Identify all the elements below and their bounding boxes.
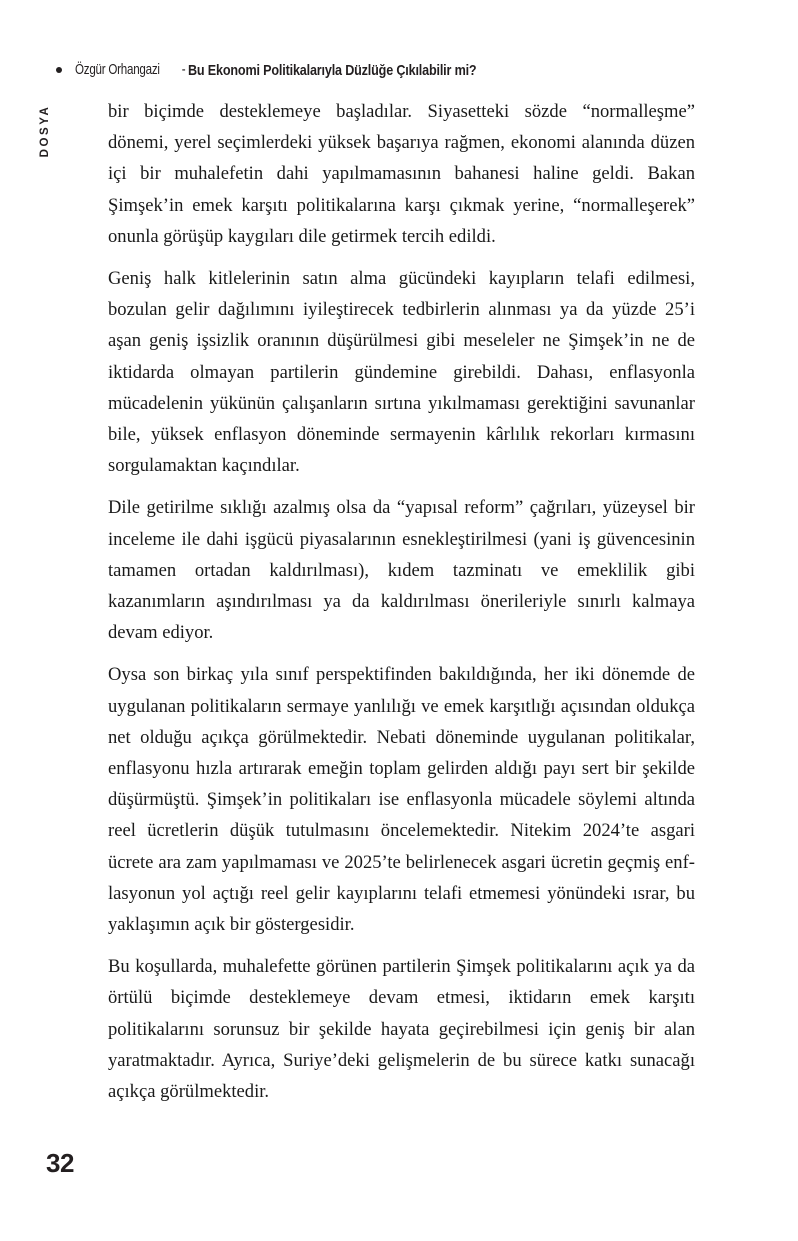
bullet-dot-icon (56, 67, 62, 73)
body-paragraph: bir biçimde desteklemeye başladılar. Siyasetteki sözde “normalleşme” dönemi, yerel seçimlerdeki yüksek başarıya rağmen, ekonomi alanında düzen içi bir muhalefetin dahi yapılmamasının bahanesi haline geldi. Bakan Şimşek’in emek karşıtı politikalarına karşı çıkmak yerine, “normalleşerek” onunla görüşüp kaygıları dile getirmek tercih edildi. (108, 101, 695, 247)
body-paragraph: Oysa son birkaç yıla sınıf perspektifinden bakıldığında, her iki dönemde de uygulanan politikaların sermaye yanlılığı ve emek karşıtlığı açısından oldukça net olduğu açıkça görülmektedir. Nebati döneminde uygulanan politikalar, enflasyonu hızla artırarak emeğin toplam gelirden aldığı payı sert bir şekilde düşürmüştü. Şimşek’in politikaları ise enflasyonla mücadele söylemi altında reel ücretlerin düşük tutulmasını öncelemektedir. Nitekim 2024’te asgari ücrete ara zam yapılmaması ve 2025’te belirlenecek asgari ücretin geçmiş enflasyonun yol açtığı reel gelir kayıplarını telafi etmemesi yönündeki ısrar, bu yaklaşımın açık bir göstergesidir. (108, 664, 695, 936)
body-paragraph: Dile getirilme sıklığı azalmış olsa da “yapısal reform” çağrıları, yüzeysel bir inceleme ile dahi işgücü piyasalarının esnekleştirilmesi (yani iş güvencesinin tamamen ortadan kaldırılması), kıdem tazminatı ve emeklilik gibi kazanımların aşındırılması ya da kaldırılması önerileriyle sınırlı kalmaya devam ediyor. (108, 497, 695, 644)
body-text-column (108, 96, 695, 1107)
section-tab-label: DOSYA (39, 104, 51, 158)
running-head-article-title: Bu Ekonomi Politikalarıyla Düzlüğe Çıkılabilir mi? (187, 61, 477, 79)
running-head (56, 60, 756, 80)
running-head-separator: - (181, 62, 186, 78)
body-paragraph: Geniş halk kitlelerinin satın alma gücündeki kayıpların telafi edilmesi, bozulan gelir dağılımını iyileştirecek tedbirlerin alınması ya da yüzde 25’i aşan geniş işsizlik oranının düşürülmesi gibi meseleler ne Şimşek’in ne de iktidarda olmayan partilerin gündemine girebildi. Dahası, enflasyonla mücadelenin yükünün çalışanların sırtına yıkılmaması gerektiğini savunanlar bile, yüksek enflasyon döneminde sermayenin kârlılık rekorları kırmasını sorgulamaktan kaçındılar. (108, 268, 695, 477)
section-tab (22, 96, 68, 166)
running-head-author: Özgür Orhangazi (75, 62, 160, 78)
page-number: 32 (46, 1148, 74, 1178)
body-paragraph: Bu koşullarda, muhalefette görünen partilerin Şimşek politikalarını açık ya da örtülü biçimde desteklemeye devam etmesi, iktidarın emek karşıtı politikalarını sorunsuz bir şekilde hayata geçirebilmesi için geniş bir alan yaratmaktadır. Ayrıca, Suriye’deki gelişmelerin de bu sürece katkı sunacağı açıkça görülmektedir. (108, 956, 695, 1103)
